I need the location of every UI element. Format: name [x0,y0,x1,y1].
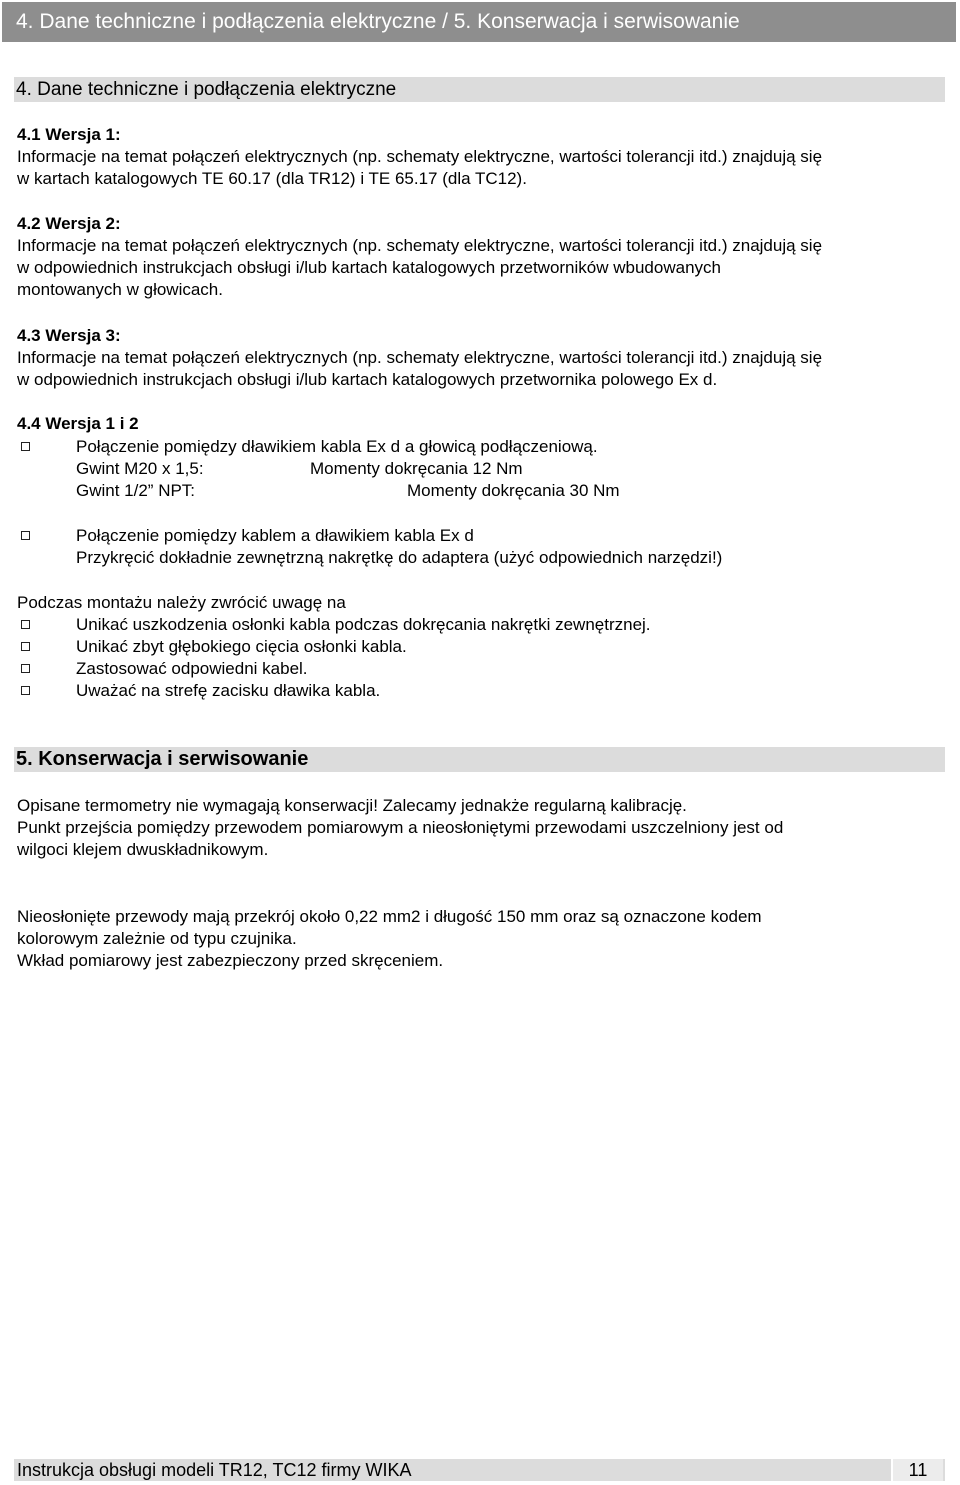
list-item-text: Unikać uszkodzenia osłonki kabla podczas dokręcania nakrętki zewnętrznej. [76,615,651,634]
thread-label: Gwint 1/2” NPT: [76,481,196,500]
paragraph-line: Punkt przejścia pomiędzy przewodem pomiarowym a nieosłoniętymi przewodami uszczelniony jest od [17,818,784,837]
list-item-text: Unikać zbyt głębokiego cięcia osłonki kabla. [76,637,407,656]
square-bullet-icon [21,442,30,451]
maintenance-paragraph-1 [17,795,947,861]
version-1-block [17,124,947,190]
paragraph-line: montowanych w głowicach. [17,280,223,299]
version-1-heading: 4.1 Wersja 1: [17,125,121,144]
list-item-text: Połączenie pomiędzy dławikiem kabla Ex d a głowicą podłączeniową. [76,437,598,456]
torque-value: Momenty dokręcania 12 Nm [310,459,523,478]
section-5-title: 5. Konserwacja i serwisowanie [14,747,945,772]
list-item-subtext [76,547,960,569]
list-item-text: Zastosować odpowiedni kabel. [76,659,308,678]
page-footer [14,1459,945,1481]
version-3-heading: 4.3 Wersja 3: [17,326,121,345]
square-bullet-icon [21,664,30,673]
version-4-heading: 4.4 Wersja 1 i 2 [17,414,139,433]
square-bullet-icon [21,531,30,540]
paragraph-line: Opisane termometry nie wymagają konserwacji! Zalecamy jednakże regularną kalibrację. [17,796,687,815]
torque-row-npt [76,480,776,502]
instruction-line: Przykręcić dokładnie zewnętrzną nakrętkę do adaptera (użyć odpowiednich narzędzi!) [76,548,723,567]
page-header: 4. Dane techniczne i podłączenia elektryczne / 5. Konserwacja i serwisowanie [2,2,956,42]
torque-value: Momenty dokręcania 30 Nm [407,481,620,500]
paragraph-line: Nieosłonięte przewody mają przekrój około 0,22 mm2 i długość 150 mm oraz są oznaczone kodem [17,907,762,926]
list-item-text: Uważać na strefę zacisku dławika kabla. [76,681,381,700]
square-bullet-icon [21,620,30,629]
paragraph-line: w odpowiednich instrukcjach obsługi i/lub kartach katalogowych przetwornika polowego Ex d. [17,370,718,389]
assembly-intro [17,592,947,614]
thread-label: Gwint M20 x 1,5: [76,459,204,478]
torque-row-m20 [76,458,776,480]
version-2-block [17,213,947,301]
assembly-intro-text: Podczas montażu należy zwrócić uwagę na [17,593,346,612]
version-2-heading: 4.2 Wersja 2: [17,214,121,233]
version-4-block [17,413,947,435]
paragraph-line: w kartach katalogowych TE 60.17 (dla TR12) i TE 65.17 (dla TC12). [17,169,527,188]
paragraph-line: Informacje na temat połączeń elektrycznych (np. schematy elektryczne, wartości tolerancji itd.) znajdują się [17,147,823,166]
page-number: 11 [891,1459,943,1481]
paragraph-line: kolorowym zależnie od typu czujnika. [17,929,297,948]
square-bullet-icon [21,642,30,651]
maintenance-paragraph-2 [17,906,947,972]
section-4-title: 4. Dane techniczne i podłączenia elektryczne [14,77,945,102]
paragraph-line: Wkład pomiarowy jest zabezpieczony przed skręceniem. [17,951,444,970]
paragraph-line: wilgoci klejem dwuskładnikowym. [17,840,269,859]
paragraph-line: Informacje na temat połączeń elektrycznych (np. schematy elektryczne, wartości tolerancji itd.) znajdują się [17,236,823,255]
paragraph-line: w odpowiednich instrukcjach obsługi i/lub kartach katalogowych przetworników wbudowanych [17,258,721,277]
list-item-text: Połączenie pomiędzy kablem a dławikiem kabla Ex d [76,526,474,545]
paragraph-line: Informacje na temat połączeń elektrycznych (np. schematy elektryczne, wartości tolerancji itd.) znajdują się [17,348,823,367]
version-3-block [17,325,947,391]
square-bullet-icon [21,686,30,695]
footer-text: Instrukcja obsługi modeli TR12, TC12 firmy WIKA [17,1460,412,1480]
